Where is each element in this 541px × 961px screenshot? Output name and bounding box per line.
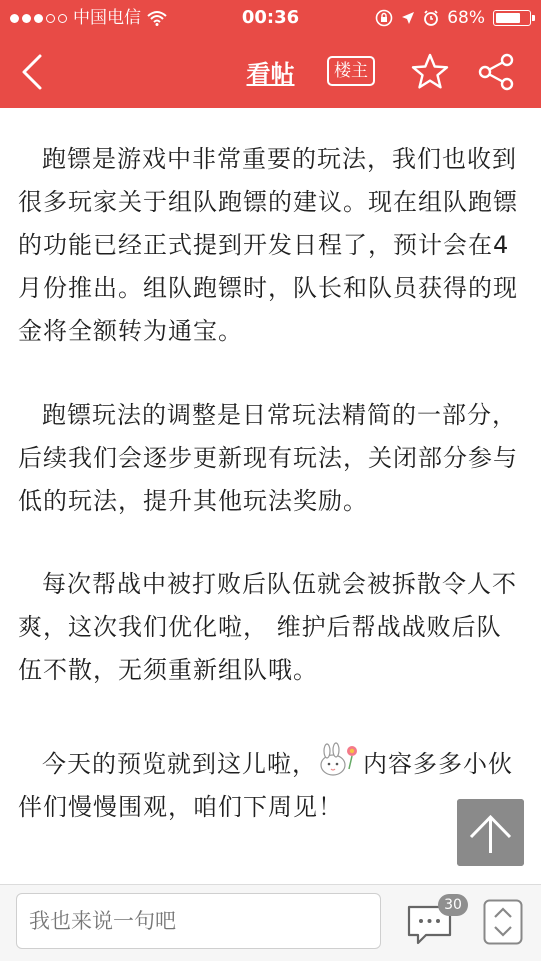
alarm-icon <box>423 10 439 26</box>
share-button[interactable] <box>476 52 516 92</box>
comment-input[interactable] <box>16 893 381 949</box>
post-paragraph: 跑镖是游戏中非常重要的玩法，我们也收到很多玩家关于组队跑镖的建议。现在组队跑镖的功能已经正式提到开发日程了，预计会在4月份推出。组队跑镖时，队长和队员获得的现金将全额转为通宝。 <box>18 145 518 345</box>
only-op-button[interactable]: 楼主 <box>327 56 375 86</box>
post-paragraph: 每次帮战中被打败后队伍就会被拆散令人不爽，这次我们优化啦， 维护后帮战战败后队伍不散，无须重新组队哦。 <box>18 570 517 684</box>
post-paragraph: 跑镖玩法的调整是日常玩法精简的一部分，后续我们会逐步更新现有玩法，关闭部分参与低的玩法，提升其他玩法奖励。 <box>18 401 518 515</box>
final-text-start: 今天的预览就到这儿啦， <box>42 750 317 778</box>
orientation-lock-icon <box>375 9 393 27</box>
comment-count-badge: 30 <box>438 894 468 916</box>
post-paragraph-final <box>18 743 518 829</box>
clock: 00:36 <box>241 7 300 28</box>
battery-percent: 68% <box>447 8 485 28</box>
carrier-label: 中国电信 <box>73 8 141 28</box>
page-title: 看帖 <box>246 60 295 88</box>
post-content <box>0 108 541 884</box>
page-up-down-button[interactable] <box>483 899 523 945</box>
nav-bar <box>0 36 541 108</box>
scroll-to-top-button[interactable] <box>457 799 524 866</box>
rabbit-flower-emoji-icon <box>317 739 363 779</box>
top-bar <box>0 0 541 108</box>
location-icon <box>401 11 415 25</box>
favorite-button[interactable] <box>410 52 450 92</box>
status-bar <box>0 0 541 36</box>
battery-icon <box>493 10 531 26</box>
final-text-end: 内容多多小伙伴们慢慢围观，咱们下周见！ <box>18 750 513 821</box>
